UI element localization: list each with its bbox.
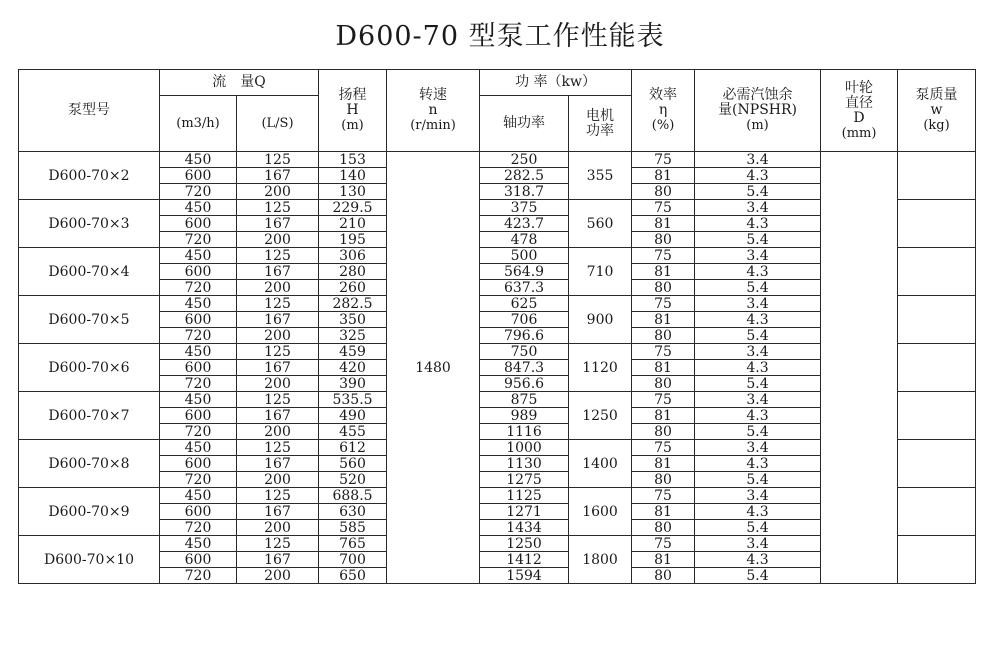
npshr-cell: 3.4 xyxy=(695,392,821,408)
shaft-power-cell: 796.6 xyxy=(480,328,569,344)
flow-m3h-cell: 600 xyxy=(160,552,237,568)
npshr-cell: 5.4 xyxy=(695,520,821,536)
npshr-cell: 5.4 xyxy=(695,376,821,392)
flow-m3h-cell: 600 xyxy=(160,360,237,376)
head-cell: 650 xyxy=(319,568,387,584)
model-cell: D600-70×6 xyxy=(19,344,160,392)
flow-m3h-cell: 450 xyxy=(160,296,237,312)
flow-m3h-cell: 450 xyxy=(160,152,237,168)
flow-ls-cell: 200 xyxy=(237,280,319,296)
efficiency-cell: 80 xyxy=(632,232,695,248)
table-row xyxy=(19,152,976,168)
shaft-power-cell: 564.9 xyxy=(480,264,569,280)
efficiency-cell: 75 xyxy=(632,248,695,264)
efficiency-cell: 75 xyxy=(632,392,695,408)
motor-power-cell: 1250 xyxy=(569,392,632,440)
npshr-cell: 5.4 xyxy=(695,280,821,296)
speed-cell: 1480 xyxy=(387,152,480,584)
header-impeller-diameter: 叶轮 直径 D (mm) xyxy=(821,70,898,152)
head-cell: 140 xyxy=(319,168,387,184)
flow-ls-cell: 125 xyxy=(237,440,319,456)
head-cell: 153 xyxy=(319,152,387,168)
efficiency-cell: 80 xyxy=(632,520,695,536)
flow-ls-cell: 167 xyxy=(237,408,319,424)
head-cell: 210 xyxy=(319,216,387,232)
model-cell: D600-70×10 xyxy=(19,536,160,584)
npshr-cell: 5.4 xyxy=(695,424,821,440)
pump-mass-cell xyxy=(898,344,976,392)
motor-power-cell: 900 xyxy=(569,296,632,344)
npshr-cell: 5.4 xyxy=(695,232,821,248)
header-shaft-power: 轴功率 xyxy=(480,96,569,152)
efficiency-cell: 80 xyxy=(632,424,695,440)
head-cell: 325 xyxy=(319,328,387,344)
flow-m3h-cell: 450 xyxy=(160,392,237,408)
pump-mass-cell xyxy=(898,392,976,440)
head-cell: 585 xyxy=(319,520,387,536)
flow-ls-cell: 125 xyxy=(237,152,319,168)
npshr-cell: 3.4 xyxy=(695,200,821,216)
efficiency-cell: 75 xyxy=(632,344,695,360)
efficiency-cell: 81 xyxy=(632,360,695,376)
flow-m3h-cell: 450 xyxy=(160,536,237,552)
efficiency-cell: 80 xyxy=(632,376,695,392)
model-cell: D600-70×5 xyxy=(19,296,160,344)
flow-ls-cell: 167 xyxy=(237,456,319,472)
flow-m3h-cell: 600 xyxy=(160,456,237,472)
flow-m3h-cell: 600 xyxy=(160,504,237,520)
pump-mass-cell xyxy=(898,248,976,296)
flow-m3h-cell: 720 xyxy=(160,376,237,392)
model-cell: D600-70×4 xyxy=(19,248,160,296)
flow-ls-cell: 200 xyxy=(237,328,319,344)
npshr-cell: 4.3 xyxy=(695,312,821,328)
header-flow: 流 量Q xyxy=(160,70,319,96)
npshr-cell: 4.3 xyxy=(695,264,821,280)
flow-ls-cell: 125 xyxy=(237,488,319,504)
header-motor-power: 电机 功率 xyxy=(569,96,632,152)
motor-power-cell: 1120 xyxy=(569,344,632,392)
efficiency-cell: 80 xyxy=(632,568,695,584)
flow-ls-cell: 200 xyxy=(237,184,319,200)
efficiency-cell: 75 xyxy=(632,200,695,216)
flow-m3h-cell: 600 xyxy=(160,168,237,184)
shaft-power-cell: 1412 xyxy=(480,552,569,568)
efficiency-cell: 80 xyxy=(632,472,695,488)
npshr-cell: 4.3 xyxy=(695,456,821,472)
head-cell: 630 xyxy=(319,504,387,520)
shaft-power-cell: 423.7 xyxy=(480,216,569,232)
flow-ls-cell: 167 xyxy=(237,360,319,376)
flow-ls-cell: 125 xyxy=(237,344,319,360)
flow-ls-cell: 125 xyxy=(237,200,319,216)
flow-m3h-cell: 450 xyxy=(160,248,237,264)
shaft-power-cell: 875 xyxy=(480,392,569,408)
head-cell: 459 xyxy=(319,344,387,360)
flow-m3h-cell: 600 xyxy=(160,264,237,280)
flow-m3h-cell: 720 xyxy=(160,184,237,200)
flow-ls-cell: 167 xyxy=(237,312,319,328)
flow-ls-cell: 125 xyxy=(237,296,319,312)
model-cell: D600-70×9 xyxy=(19,488,160,536)
pump-mass-cell xyxy=(898,200,976,248)
pump-mass-cell xyxy=(898,440,976,488)
flow-m3h-cell: 600 xyxy=(160,312,237,328)
npshr-cell: 4.3 xyxy=(695,408,821,424)
efficiency-cell: 81 xyxy=(632,216,695,232)
flow-m3h-cell: 450 xyxy=(160,488,237,504)
impeller-diameter-cell xyxy=(821,152,898,584)
efficiency-cell: 81 xyxy=(632,312,695,328)
head-cell: 229.5 xyxy=(319,200,387,216)
npshr-cell: 3.4 xyxy=(695,488,821,504)
npshr-cell: 4.3 xyxy=(695,360,821,376)
head-cell: 306 xyxy=(319,248,387,264)
head-cell: 455 xyxy=(319,424,387,440)
model-cell: D600-70×3 xyxy=(19,200,160,248)
shaft-power-cell: 1125 xyxy=(480,488,569,504)
shaft-power-cell: 847.3 xyxy=(480,360,569,376)
pump-mass-cell xyxy=(898,536,976,584)
model-cell: D600-70×2 xyxy=(19,152,160,200)
efficiency-cell: 81 xyxy=(632,504,695,520)
flow-m3h-cell: 450 xyxy=(160,344,237,360)
motor-power-cell: 710 xyxy=(569,248,632,296)
shaft-power-cell: 1130 xyxy=(480,456,569,472)
header-head: 扬程 H (m) xyxy=(319,70,387,152)
pump-mass-cell xyxy=(898,152,976,200)
motor-power-cell: 560 xyxy=(569,200,632,248)
shaft-power-cell: 375 xyxy=(480,200,569,216)
model-cell: D600-70×8 xyxy=(19,440,160,488)
shaft-power-cell: 956.6 xyxy=(480,376,569,392)
efficiency-cell: 81 xyxy=(632,408,695,424)
motor-power-cell: 1400 xyxy=(569,440,632,488)
efficiency-cell: 75 xyxy=(632,536,695,552)
header-power: 功 率（kw） xyxy=(480,70,632,96)
shaft-power-cell: 1275 xyxy=(480,472,569,488)
shaft-power-cell: 1271 xyxy=(480,504,569,520)
head-cell: 535.5 xyxy=(319,392,387,408)
npshr-cell: 5.4 xyxy=(695,568,821,584)
flow-ls-cell: 200 xyxy=(237,376,319,392)
efficiency-cell: 81 xyxy=(632,264,695,280)
flow-m3h-cell: 720 xyxy=(160,328,237,344)
flow-m3h-cell: 450 xyxy=(160,200,237,216)
flow-ls-cell: 200 xyxy=(237,472,319,488)
npshr-cell: 4.3 xyxy=(695,552,821,568)
efficiency-cell: 75 xyxy=(632,488,695,504)
head-cell: 130 xyxy=(319,184,387,200)
npshr-cell: 4.3 xyxy=(695,216,821,232)
table-header xyxy=(19,70,976,152)
pump-mass-cell xyxy=(898,296,976,344)
shaft-power-cell: 478 xyxy=(480,232,569,248)
flow-m3h-cell: 720 xyxy=(160,424,237,440)
efficiency-cell: 75 xyxy=(632,152,695,168)
shaft-power-cell: 706 xyxy=(480,312,569,328)
shaft-power-cell: 1000 xyxy=(480,440,569,456)
efficiency-cell: 80 xyxy=(632,328,695,344)
motor-power-cell: 1800 xyxy=(569,536,632,584)
shaft-power-cell: 989 xyxy=(480,408,569,424)
shaft-power-cell: 1594 xyxy=(480,568,569,584)
npshr-cell: 3.4 xyxy=(695,344,821,360)
shaft-power-cell: 282.5 xyxy=(480,168,569,184)
shaft-power-cell: 1250 xyxy=(480,536,569,552)
head-cell: 560 xyxy=(319,456,387,472)
shaft-power-cell: 1116 xyxy=(480,424,569,440)
npshr-cell: 3.4 xyxy=(695,440,821,456)
flow-ls-cell: 125 xyxy=(237,536,319,552)
npshr-cell: 3.4 xyxy=(695,536,821,552)
efficiency-cell: 75 xyxy=(632,440,695,456)
flow-ls-cell: 200 xyxy=(237,520,319,536)
shaft-power-cell: 625 xyxy=(480,296,569,312)
flow-m3h-cell: 450 xyxy=(160,440,237,456)
flow-ls-cell: 167 xyxy=(237,216,319,232)
npshr-cell: 5.4 xyxy=(695,328,821,344)
flow-ls-cell: 167 xyxy=(237,552,319,568)
npshr-cell: 3.4 xyxy=(695,248,821,264)
head-cell: 260 xyxy=(319,280,387,296)
npshr-cell: 4.3 xyxy=(695,168,821,184)
header-npshr: 必需汽蚀余 量(NPSHR) (m) xyxy=(695,70,821,152)
head-cell: 350 xyxy=(319,312,387,328)
performance-table xyxy=(18,69,976,584)
shaft-power-cell: 250 xyxy=(480,152,569,168)
head-cell: 688.5 xyxy=(319,488,387,504)
head-cell: 612 xyxy=(319,440,387,456)
flow-m3h-cell: 720 xyxy=(160,472,237,488)
flow-m3h-cell: 720 xyxy=(160,280,237,296)
motor-power-cell: 1600 xyxy=(569,488,632,536)
flow-m3h-cell: 600 xyxy=(160,216,237,232)
flow-ls-cell: 200 xyxy=(237,424,319,440)
efficiency-cell: 80 xyxy=(632,184,695,200)
flow-ls-cell: 167 xyxy=(237,168,319,184)
motor-power-cell: 355 xyxy=(569,152,632,200)
head-cell: 700 xyxy=(319,552,387,568)
flow-ls-cell: 167 xyxy=(237,504,319,520)
head-cell: 282.5 xyxy=(319,296,387,312)
npshr-cell: 3.4 xyxy=(695,296,821,312)
npshr-cell: 3.4 xyxy=(695,152,821,168)
npshr-cell: 4.3 xyxy=(695,504,821,520)
header-pump-mass: 泵质量 w (kg) xyxy=(898,70,976,152)
flow-ls-cell: 167 xyxy=(237,264,319,280)
head-cell: 390 xyxy=(319,376,387,392)
efficiency-cell: 75 xyxy=(632,296,695,312)
npshr-cell: 5.4 xyxy=(695,184,821,200)
head-cell: 520 xyxy=(319,472,387,488)
flow-ls-cell: 125 xyxy=(237,248,319,264)
flow-ls-cell: 125 xyxy=(237,392,319,408)
shaft-power-cell: 1434 xyxy=(480,520,569,536)
flow-ls-cell: 200 xyxy=(237,232,319,248)
npshr-cell: 5.4 xyxy=(695,472,821,488)
head-cell: 280 xyxy=(319,264,387,280)
shaft-power-cell: 750 xyxy=(480,344,569,360)
efficiency-cell: 81 xyxy=(632,552,695,568)
pump-mass-cell xyxy=(898,488,976,536)
model-cell: D600-70×7 xyxy=(19,392,160,440)
flow-m3h-cell: 720 xyxy=(160,568,237,584)
flow-m3h-cell: 720 xyxy=(160,520,237,536)
shaft-power-cell: 500 xyxy=(480,248,569,264)
header-flow-m3h: (m3/h) xyxy=(160,96,237,152)
flow-m3h-cell: 720 xyxy=(160,232,237,248)
head-cell: 195 xyxy=(319,232,387,248)
header-efficiency: 效率 η (%) xyxy=(632,70,695,152)
head-cell: 765 xyxy=(319,536,387,552)
header-speed: 转速 n (r/min) xyxy=(387,70,480,152)
shaft-power-cell: 318.7 xyxy=(480,184,569,200)
efficiency-cell: 81 xyxy=(632,456,695,472)
header-model: 泵型号 xyxy=(19,70,160,152)
flow-ls-cell: 200 xyxy=(237,568,319,584)
table-body xyxy=(19,152,976,584)
shaft-power-cell: 637.3 xyxy=(480,280,569,296)
flow-m3h-cell: 600 xyxy=(160,408,237,424)
efficiency-cell: 80 xyxy=(632,280,695,296)
head-cell: 420 xyxy=(319,360,387,376)
header-flow-ls: (L/S) xyxy=(237,96,319,152)
page-title: D600-70 型泵工作性能表 xyxy=(335,21,665,52)
head-cell: 490 xyxy=(319,408,387,424)
efficiency-cell: 81 xyxy=(632,168,695,184)
